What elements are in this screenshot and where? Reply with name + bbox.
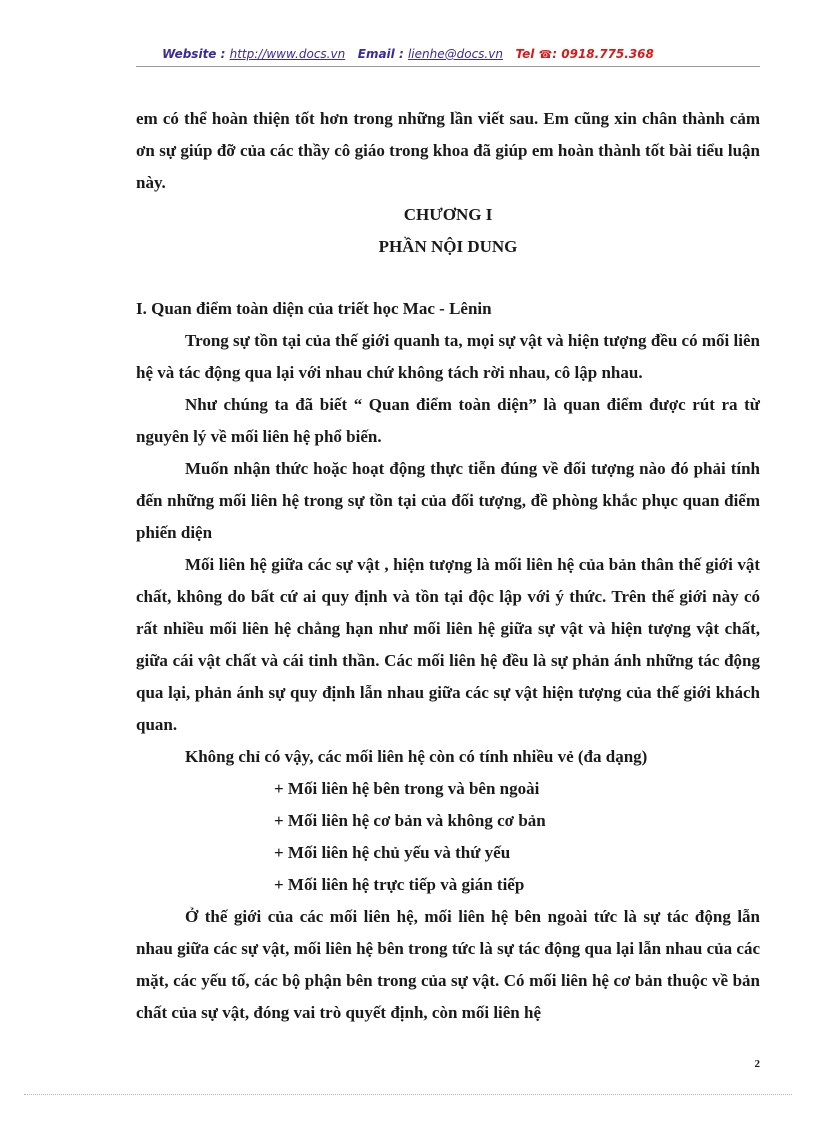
- body-paragraph: Như chúng ta đã biết “ Quan điểm toàn diện” là quan điểm được rút ra từ nguyên lý về mối liên hệ phổ biến.: [136, 395, 760, 446]
- page-number: 2: [754, 1058, 760, 1070]
- list-item: + Mối liên hệ chủ yếu và thứ yếu: [274, 843, 511, 862]
- chapter-subtitle: PHẦN NỘI DUNG: [378, 237, 518, 256]
- email-separator: :: [398, 47, 404, 61]
- body-paragraph: Muốn nhận thức hoặc hoạt động thực tiễn đúng về đối tượng nào đó phải tính đến những mối liên hệ trong sự tồn tại của đối tượng, đề phòng khắc phục quan điểm phiến diện: [136, 459, 760, 542]
- chapter-title: CHƯƠNG I: [403, 205, 493, 224]
- email-label: Email: [357, 47, 395, 61]
- tel-label: Tel: [515, 47, 535, 61]
- telephone-icon: ☎: [538, 48, 553, 61]
- email-link[interactable]: lienhe@docs.vn: [407, 47, 503, 61]
- list-item: + Mối liên hệ bên trong và bên ngoài: [274, 779, 540, 798]
- header-divider: [136, 66, 760, 67]
- intro-paragraph: em có thể hoàn thiện tốt hơn trong những lần viết sau. Em cũng xin chân thành cảm ơn sự giúp đỡ của các thầy cô giáo trong khoa đã giúp em hoàn thành tốt bài tiểu luận này.: [136, 109, 760, 192]
- document-body: [136, 103, 760, 1029]
- body-paragraph: Mối liên hệ giữa các sự vật , hiện tượng là mối liên hệ của bản thân thế giới vật chất, không do bất cứ ai quy định và tồn tại độc lập với ý thức. Trên thế giới này có rất nhiều mối liên hệ chẳng hạn như mối liên hệ giữa sự vật và hiện tượng vật chất, giữa cái vật chất và cái tinh thần. Các mối liên hệ đều là sự phản ánh những tác động qua lại, phản ánh sự quy định lẫn nhau giữa các sự vật hiện tượng của thế giới khách quan.: [136, 555, 760, 734]
- closing-paragraph: Ở thế giới của các mối liên hệ, mối liên hệ bên ngoài tức là sự tác động lẫn nhau giữa các sự vật, mối liên hệ bên trong tức là sự tác động qua lại lẫn nhau của các mặt, các yếu tố, các bộ phận bên trong của sự vật. Có mối liên hệ cơ bản thuộc về bản chất của sự vật, đóng vai trò quyết định, còn mối liên hệ: [136, 907, 760, 1022]
- website-label: Website :: [162, 47, 226, 61]
- footer-divider: [24, 1094, 792, 1095]
- body-paragraph: Không chỉ có vậy, các mối liên hệ còn có tính nhiều vẻ (đa dạng): [185, 747, 648, 766]
- page-header: [0, 47, 816, 61]
- body-paragraph: Trong sự tồn tại của thế giới quanh ta, mọi sự vật và hiện tượng đều có mối liên hệ và tác động qua lại với nhau chứ không tách rời nhau, cô lập nhau.: [136, 331, 760, 382]
- tel-value: : 0918.775.368: [552, 47, 654, 61]
- section-title: I. Quan điểm toàn diện của triết học Mac - Lênin: [136, 299, 492, 318]
- list-item: + Mối liên hệ trực tiếp và gián tiếp: [274, 875, 525, 894]
- list-item: + Mối liên hệ cơ bản và không cơ bản: [274, 811, 546, 830]
- website-link[interactable]: http://www.docs.vn: [229, 47, 346, 61]
